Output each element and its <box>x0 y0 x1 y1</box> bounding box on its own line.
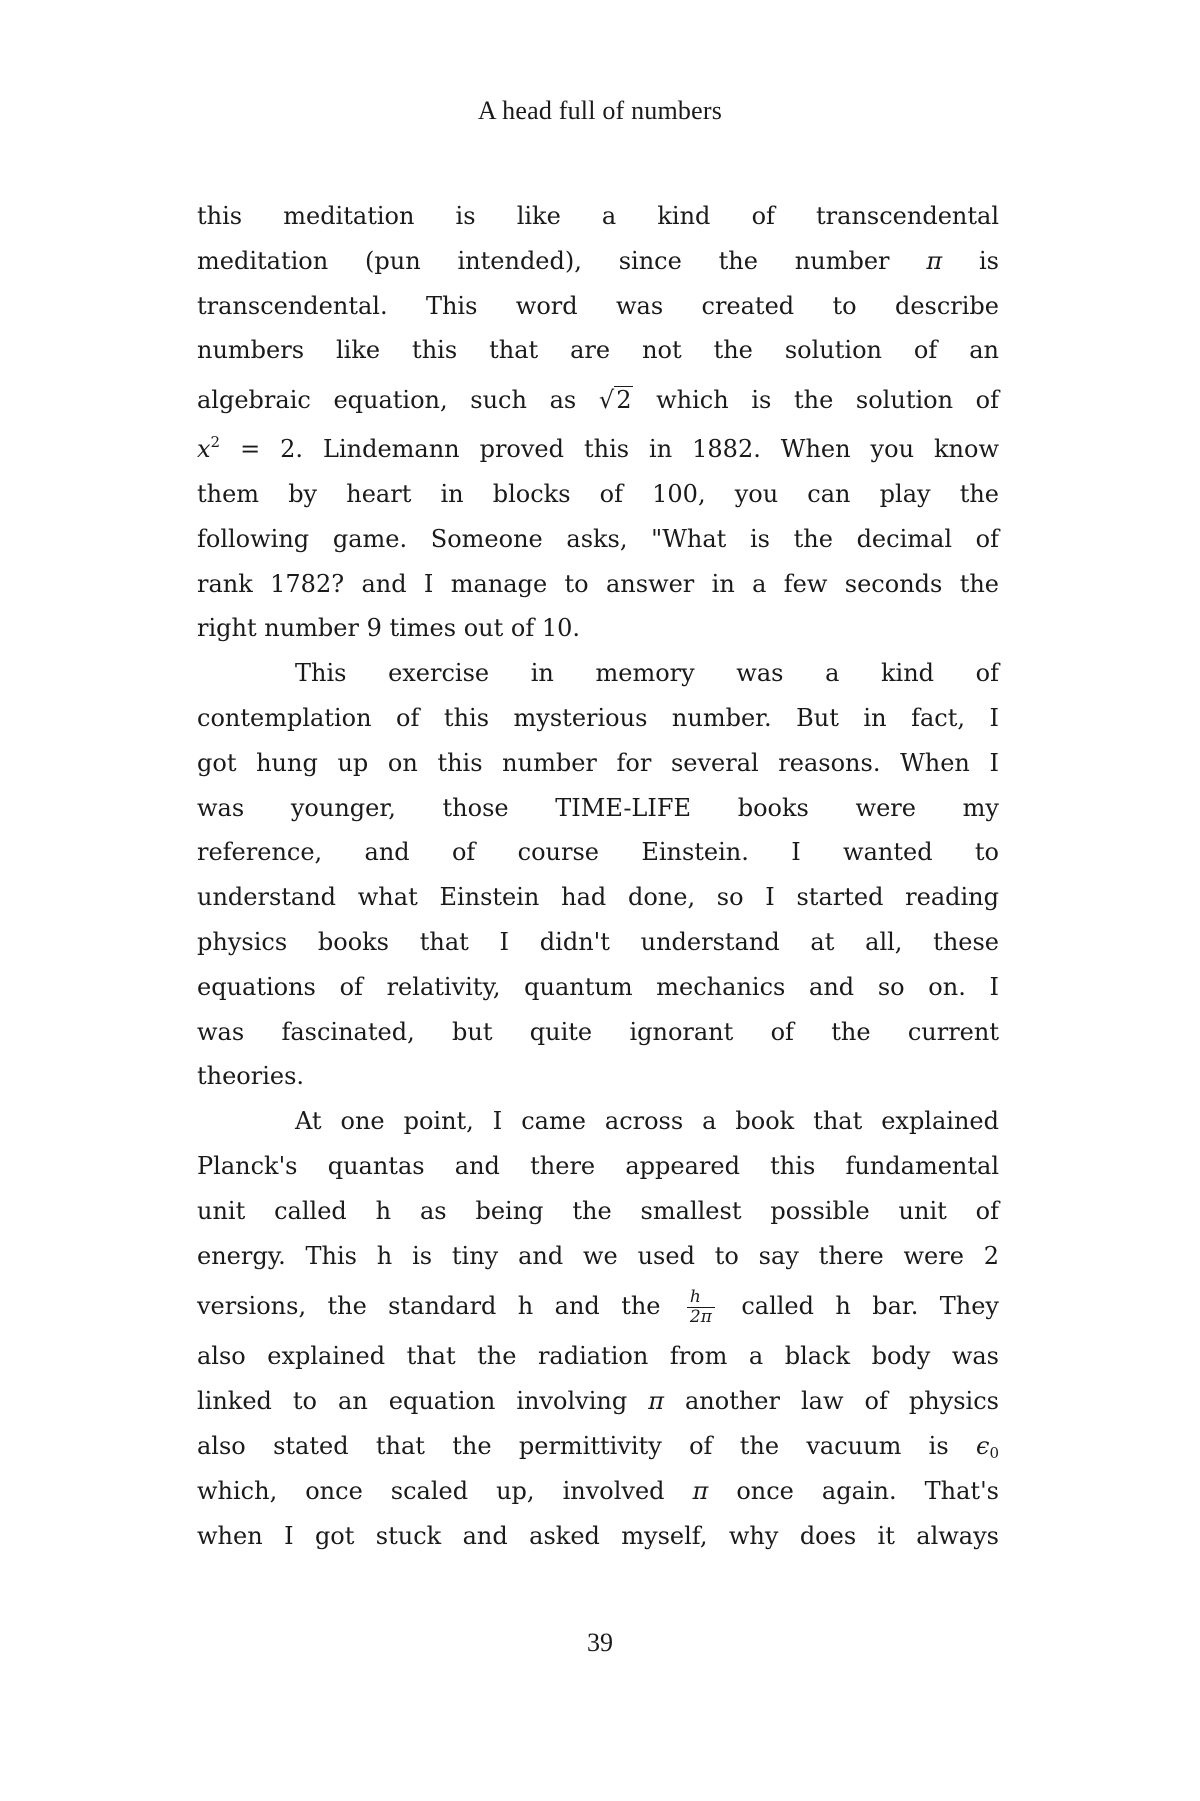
exponent: 2 <box>210 433 221 452</box>
text-line <box>197 875 999 920</box>
text-line <box>197 1514 999 1559</box>
text-segment: got hung up on this number for several reasons. When I <box>197 748 999 777</box>
text-segment: when I got stuck and asked myself, why does it always <box>197 1521 999 1550</box>
epsilon-zero-symbol <box>976 1432 999 1460</box>
text-segment: called h bar. They <box>741 1292 999 1321</box>
text-line <box>197 1334 999 1379</box>
text-segment: is <box>978 246 999 275</box>
text-segment: which, once scaled up, involved <box>197 1476 665 1505</box>
text-segment: was fascinated, but quite ignorant of the current <box>197 1017 999 1046</box>
text-segment: reference, and of course Einstein. I wanted to <box>197 838 999 867</box>
text-segment: rank 1782? and I manage to answer in a few seconds the <box>197 569 999 598</box>
running-header: A head full of numbers <box>477 96 723 125</box>
text-line <box>197 741 999 786</box>
text-segment: them by heart in blocks of 100, you can play the <box>197 479 999 508</box>
text-segment: = 2. Lindemann proved this in 1882. When you know <box>240 435 999 464</box>
text-line <box>197 1099 999 1144</box>
text-line <box>197 517 999 562</box>
text-line <box>197 562 999 607</box>
text-segment: unit called h as being the smallest possible unit of <box>197 1196 999 1225</box>
text-segment: meditation (pun intended), since the number <box>197 246 890 275</box>
text-line <box>197 194 999 239</box>
text-segment: Planck's quantas and there appeared this fundamental <box>197 1151 999 1180</box>
text-segment: was younger, those TIME-LIFE books were my <box>197 793 999 822</box>
text-line <box>197 651 999 696</box>
text-segment: following game. Someone asks, "What is the decimal of <box>197 524 999 553</box>
text-line <box>197 606 999 651</box>
text-segment: At one point, I came across a book that explained <box>295 1107 999 1136</box>
text-segment: understand what Einstein had done, so I started reading <box>197 883 999 912</box>
text-line <box>197 472 999 517</box>
subscript: 0 <box>989 1443 999 1462</box>
sqrt-two-expression: √2 <box>598 386 632 415</box>
radicand: 2 <box>616 386 632 415</box>
text-segment: also explained that the radiation from a black body was <box>197 1342 999 1371</box>
text-segment: versions, the standard h and the <box>197 1292 661 1321</box>
text-line <box>197 920 999 965</box>
text-line <box>197 373 999 427</box>
epsilon-symbol: ϵ <box>976 1431 990 1460</box>
page-body <box>197 194 999 1558</box>
text-line <box>197 786 999 831</box>
text-line <box>197 830 999 875</box>
text-line <box>197 1424 999 1469</box>
page-number: 39 <box>587 1628 613 1657</box>
text-line <box>197 239 999 284</box>
text-segment: contemplation of this mysterious number. But in fact, I <box>197 703 999 732</box>
text-segment: right number 9 times out of 10. <box>197 614 581 643</box>
text-line <box>197 696 999 741</box>
text-segment: transcendental. This word was created to describe <box>197 291 999 320</box>
text-line <box>197 1379 999 1424</box>
text-line <box>197 1278 999 1334</box>
text-segment: which is the solution of <box>656 386 1000 415</box>
text-line <box>197 1189 999 1234</box>
pi-symbol: π <box>692 1476 709 1505</box>
x-variable: x <box>197 435 211 464</box>
text-segment: energy. This h is tiny and we used to say there were 2 <box>197 1241 999 1270</box>
pi-symbol: π <box>926 246 943 275</box>
text-segment: physics books that I didn't understand at all, these <box>197 927 999 956</box>
text-segment: once again. That's <box>736 1476 999 1505</box>
h-bar-fraction <box>687 1288 715 1328</box>
text-segment: algebraic equation, such as <box>197 386 577 415</box>
text-line <box>197 965 999 1010</box>
fraction-numerator: h <box>689 1286 701 1307</box>
text-line <box>197 1234 999 1279</box>
text-line <box>197 1144 999 1189</box>
text-line <box>197 1469 999 1514</box>
text-segment: This exercise in memory was a kind of <box>295 659 999 688</box>
text-line <box>197 1010 999 1055</box>
text-segment: this meditation is like a kind of transcendental <box>197 202 999 230</box>
text-segment: also stated that the permittivity of the vacuum is <box>197 1431 949 1460</box>
pi-symbol: π <box>648 1387 664 1416</box>
fraction-denominator: 2π <box>687 1307 715 1328</box>
text-segment: another law of physics <box>684 1387 999 1416</box>
text-segment: linked to an equation involving <box>197 1387 628 1416</box>
text-line <box>197 284 999 329</box>
text-line <box>197 328 999 373</box>
text-line <box>197 1054 999 1099</box>
text-segment: numbers like this that are not the solution of an <box>197 336 999 365</box>
text-line <box>197 427 999 472</box>
text-segment: theories. <box>197 1062 305 1091</box>
text-segment: equations of relativity, quantum mechanics and so on. I <box>197 972 999 1001</box>
